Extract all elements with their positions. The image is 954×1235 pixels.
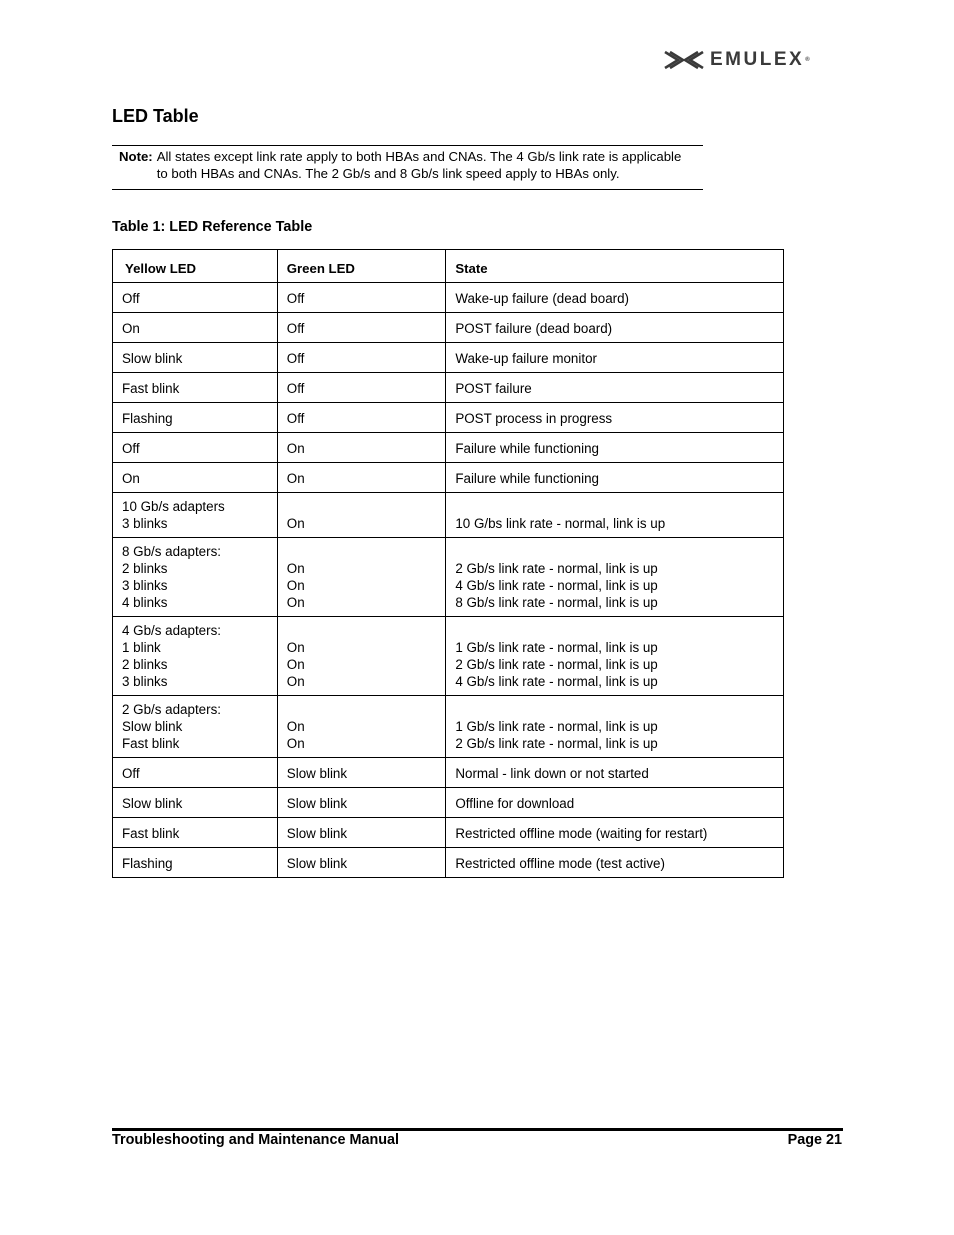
- table-caption: Table 1: LED Reference Table: [112, 219, 313, 235]
- cell-yellow-led: [113, 617, 278, 696]
- cell-green-led: [277, 538, 446, 617]
- cell-state: [446, 848, 784, 878]
- cell-green-led: [277, 403, 446, 433]
- table-body: [113, 283, 784, 878]
- cell-line: POST failure (dead board): [455, 321, 613, 336]
- cell-green-led: [277, 373, 446, 403]
- cell-line: On: [286, 516, 305, 531]
- led-reference-table: [112, 249, 784, 878]
- cell-state: [446, 788, 784, 818]
- table-row: [113, 433, 784, 463]
- cell-line: 4 Gb/s link rate - normal, link is up: [455, 578, 658, 593]
- cell-line: Offline for download: [455, 796, 575, 811]
- cell-line: On: [286, 578, 305, 593]
- note-label: Note:: [119, 149, 153, 164]
- section-title: LED Table: [112, 106, 199, 126]
- table-row: [113, 343, 784, 373]
- cell-line: 10 Gb/s adapters: [122, 499, 225, 514]
- cell-line: 4 Gb/s link rate - normal, link is up: [455, 674, 658, 689]
- registered-mark: ®: [805, 57, 810, 63]
- cell-line: On: [286, 736, 305, 751]
- cell-state: [446, 538, 784, 617]
- cell-line: On: [286, 441, 305, 456]
- emulex-chevron-icon: [664, 50, 704, 70]
- cell-line: 1 Gb/s link rate - normal, link is up: [455, 640, 658, 655]
- cell-line: On: [122, 471, 140, 486]
- cell-line: On: [286, 657, 305, 672]
- cell-yellow-led: [113, 343, 278, 373]
- cell-line: Fast blink: [122, 826, 180, 841]
- cell-state: [446, 373, 784, 403]
- table-row: [113, 313, 784, 343]
- table-row: [113, 493, 784, 538]
- cell-line: Restricted offline mode (test active): [455, 856, 665, 871]
- table-row: [113, 818, 784, 848]
- footer-manual-title: Troubleshooting and Maintenance Manual: [112, 1132, 400, 1148]
- cell-line: 2 blinks: [122, 657, 168, 672]
- cell-line: Wake-up failure (dead board): [455, 291, 630, 306]
- cell-line: On: [286, 471, 305, 486]
- cell-state: [446, 818, 784, 848]
- header-green-led: Green LED: [277, 250, 446, 283]
- cell-yellow-led: [113, 373, 278, 403]
- note-box: [112, 145, 703, 190]
- table-row: [113, 463, 784, 493]
- cell-line: On: [286, 561, 305, 576]
- cell-line: 3 blinks: [122, 516, 168, 531]
- cell-line: Restricted offline mode (waiting for restart): [455, 826, 708, 841]
- cell-line: On: [286, 595, 305, 610]
- cell-green-led: [277, 848, 446, 878]
- cell-state: [446, 617, 784, 696]
- cell-line: Off: [286, 321, 305, 336]
- cell-green-led: [277, 463, 446, 493]
- cell-line: 4 Gb/s adapters:: [122, 623, 221, 638]
- cell-line: Fast blink: [122, 736, 180, 751]
- cell-line: Failure while functioning: [455, 471, 599, 486]
- cell-line: On: [122, 321, 140, 336]
- cell-line: Slow blink: [286, 796, 348, 811]
- logo-wordmark: EMULEX®: [710, 49, 810, 70]
- cell-yellow-led: [113, 788, 278, 818]
- cell-yellow-led: [113, 538, 278, 617]
- cell-line: Slow blink: [286, 766, 348, 781]
- cell-line: 3 blinks: [122, 674, 168, 689]
- cell-line: Slow blink: [286, 856, 348, 871]
- cell-state: [446, 403, 784, 433]
- cell-line: Fast blink: [122, 381, 180, 396]
- cell-line: Off: [122, 441, 140, 456]
- header-state: State: [446, 250, 784, 283]
- cell-green-led: [277, 313, 446, 343]
- cell-line: 2 Gb/s link rate - normal, link is up: [455, 561, 658, 576]
- cell-line: POST failure: [455, 381, 532, 396]
- cell-line: Off: [122, 291, 140, 306]
- table-row: [113, 788, 784, 818]
- table-header-row: [113, 250, 784, 283]
- cell-line: 4 blinks: [122, 595, 168, 610]
- footer-rule: [112, 1128, 843, 1131]
- cell-line: Off: [122, 766, 140, 781]
- table-row: [113, 283, 784, 313]
- cell-green-led: [277, 433, 446, 463]
- cell-green-led: [277, 343, 446, 373]
- cell-state: [446, 433, 784, 463]
- cell-line: Slow blink: [122, 796, 183, 811]
- cell-yellow-led: [113, 696, 278, 758]
- cell-line: 8 Gb/s link rate - normal, link is up: [455, 595, 658, 610]
- cell-green-led: [277, 283, 446, 313]
- cell-line: Slow blink: [122, 719, 183, 734]
- cell-state: [446, 758, 784, 788]
- table-row: [113, 403, 784, 433]
- cell-line: Flashing: [122, 411, 173, 426]
- cell-line: 8 Gb/s adapters:: [122, 544, 221, 559]
- cell-line: Slow blink: [122, 351, 183, 366]
- header-yellow-led: Yellow LED: [113, 250, 278, 283]
- cell-line: Failure while functioning: [455, 441, 599, 456]
- cell-line: Off: [286, 351, 305, 366]
- cell-line: 2 Gb/s link rate - normal, link is up: [455, 736, 658, 751]
- cell-green-led: [277, 758, 446, 788]
- cell-line: Off: [286, 381, 305, 396]
- cell-line: Off: [286, 291, 305, 306]
- cell-state: [446, 463, 784, 493]
- cell-yellow-led: [113, 463, 278, 493]
- footer-page-number: Page 21: [787, 1132, 842, 1148]
- note-text: All states except link rate apply to both HBAs and CNAs. The 4 Gb/s link rate is applicable to both HBAs and CNAs. The 2 Gb/s and 8 Gb/s link speed apply to HBAs only.: [156, 149, 682, 181]
- cell-line: 1 blink: [122, 640, 161, 655]
- cell-line: Flashing: [122, 856, 173, 871]
- cell-line: Slow blink: [286, 826, 348, 841]
- cell-yellow-led: [113, 818, 278, 848]
- cell-green-led: [277, 818, 446, 848]
- table-row: [113, 848, 784, 878]
- cell-line: On: [286, 640, 305, 655]
- cell-state: [446, 493, 784, 538]
- cell-yellow-led: [113, 313, 278, 343]
- cell-line: 10 G/bs link rate - normal, link is up: [455, 516, 666, 531]
- cell-line: 3 blinks: [122, 578, 168, 593]
- cell-line: 2 Gb/s adapters:: [122, 702, 221, 717]
- cell-state: [446, 343, 784, 373]
- table-row: [113, 373, 784, 403]
- table-row: [113, 758, 784, 788]
- cell-line: Normal - link down or not started: [455, 766, 649, 781]
- cell-line: 1 Gb/s link rate - normal, link is up: [455, 719, 658, 734]
- table-row: [113, 538, 784, 617]
- cell-line: Off: [286, 411, 305, 426]
- table-row: [113, 696, 784, 758]
- cell-state: [446, 696, 784, 758]
- cell-green-led: [277, 493, 446, 538]
- emulex-logo: [664, 50, 810, 70]
- cell-yellow-led: [113, 403, 278, 433]
- cell-line: 2 Gb/s link rate - normal, link is up: [455, 657, 658, 672]
- cell-line: Wake-up failure monitor: [455, 351, 597, 366]
- cell-state: [446, 313, 784, 343]
- cell-line: On: [286, 674, 305, 689]
- cell-green-led: [277, 696, 446, 758]
- cell-yellow-led: [113, 283, 278, 313]
- cell-state: [446, 283, 784, 313]
- cell-yellow-led: [113, 758, 278, 788]
- cell-yellow-led: [113, 433, 278, 463]
- cell-green-led: [277, 617, 446, 696]
- cell-line: POST process in progress: [455, 411, 613, 426]
- cell-yellow-led: [113, 848, 278, 878]
- cell-green-led: [277, 788, 446, 818]
- cell-line: On: [286, 719, 305, 734]
- cell-line: 2 blinks: [122, 561, 168, 576]
- table-row: [113, 617, 784, 696]
- cell-yellow-led: [113, 493, 278, 538]
